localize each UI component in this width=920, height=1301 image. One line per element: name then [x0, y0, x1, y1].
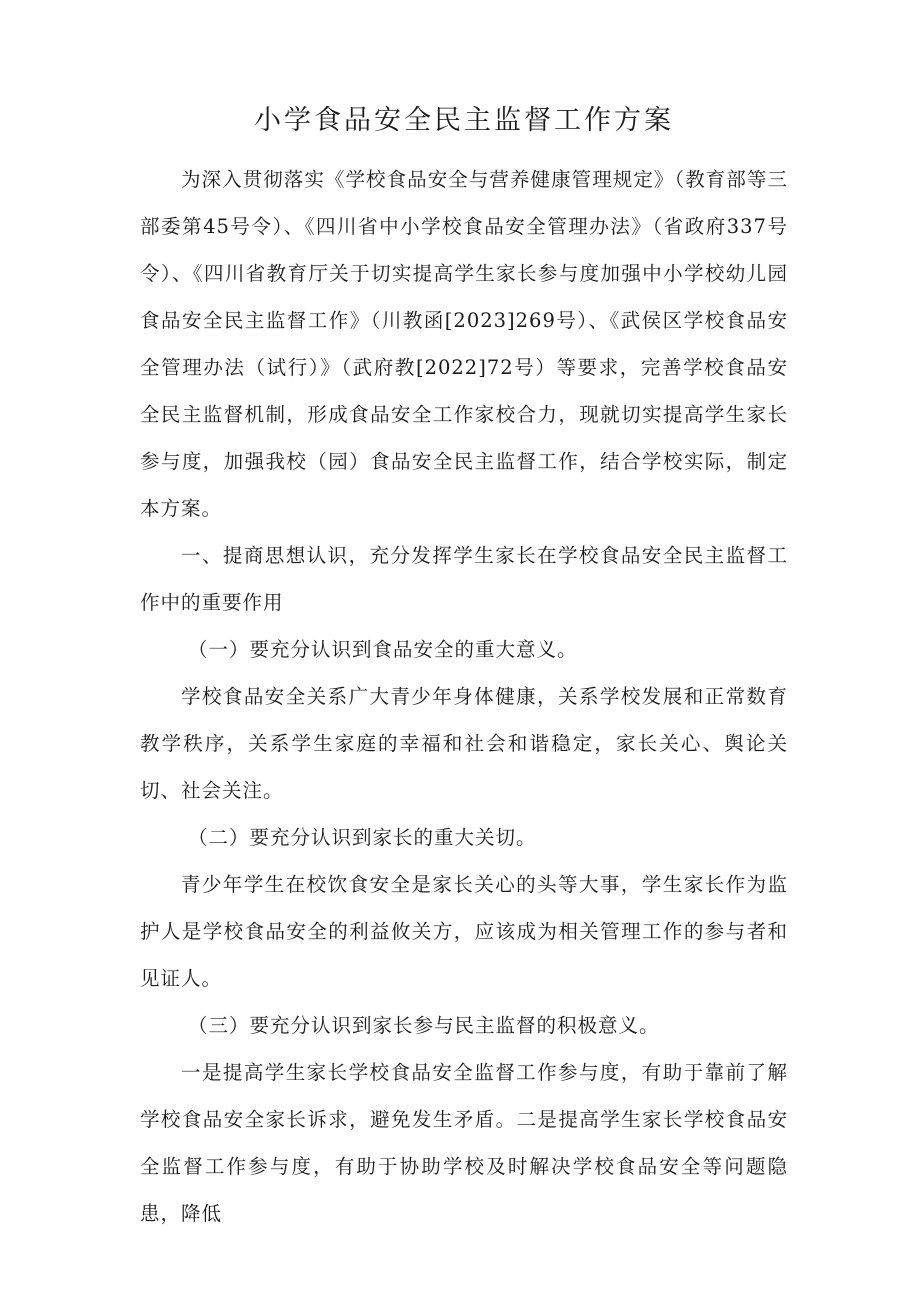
section-heading-1: 一、提商思想认识，充分发挥学生家长在学校食品安全民主监督工作中的重要作用: [140, 544, 788, 614]
intro-paragraph: 为深入贯彻落实《学校食品安全与营养健康管理规定》（教育部等三部委第45号令）、《四川省中小学校食品安全管理办法》（省政府337号令）、《四川省教育厅关于切实提高学生家长参与度加强中小学校幼儿园食品安全民主监督工作》（川教函[2023]269号）、《武侯区学校食品安全管理办法（试行）》（武府教[2022]72号）等要求，完善学校食品安全民主监督机制，形成食品安全工作家校合力，现就切实提高学生家长参与度，加强我校（园）食品安全民主监督工作，结合学校实际，制定本方案。: [140, 168, 788, 520]
body-paragraph-2: 青少年学生在校饮食安全是家长关心的头等大事，学生家长作为监护人是学校食品安全的利益攸关方，应该成为相关管理工作的参与者和见证人。: [140, 873, 788, 990]
document-title: 小学食品安全民主监督工作方案: [254, 105, 674, 136]
subsection-heading-2: （二）要充分认识到家长的重大关切。: [188, 826, 537, 849]
document-page: [140, 96, 788, 1237]
body-paragraph-3: 一是提高学生家长学校食品安全监督工作参与度，有助于靠前了解学校食品安全家长诉求，避免发生矛盾。二是提高学生家长学校食品安全监督工作参与度，有助于协助学校及时解决学校食品安全等问题隐患，降低: [140, 1061, 788, 1225]
subsection-heading-1: （一）要充分认识到食品安全的重大意义。: [188, 638, 578, 661]
subsection-heading-3: （三）要充分认识到家长参与民主监督的积极意义。: [188, 1014, 660, 1037]
body-paragraph-1: 学校食品安全关系广大青少年身体健康，关系学校发展和正常数育教学秩序，关系学生家庭的幸福和社会和谐稳定，家长关心、舆论关切、社会关注。: [140, 685, 788, 802]
